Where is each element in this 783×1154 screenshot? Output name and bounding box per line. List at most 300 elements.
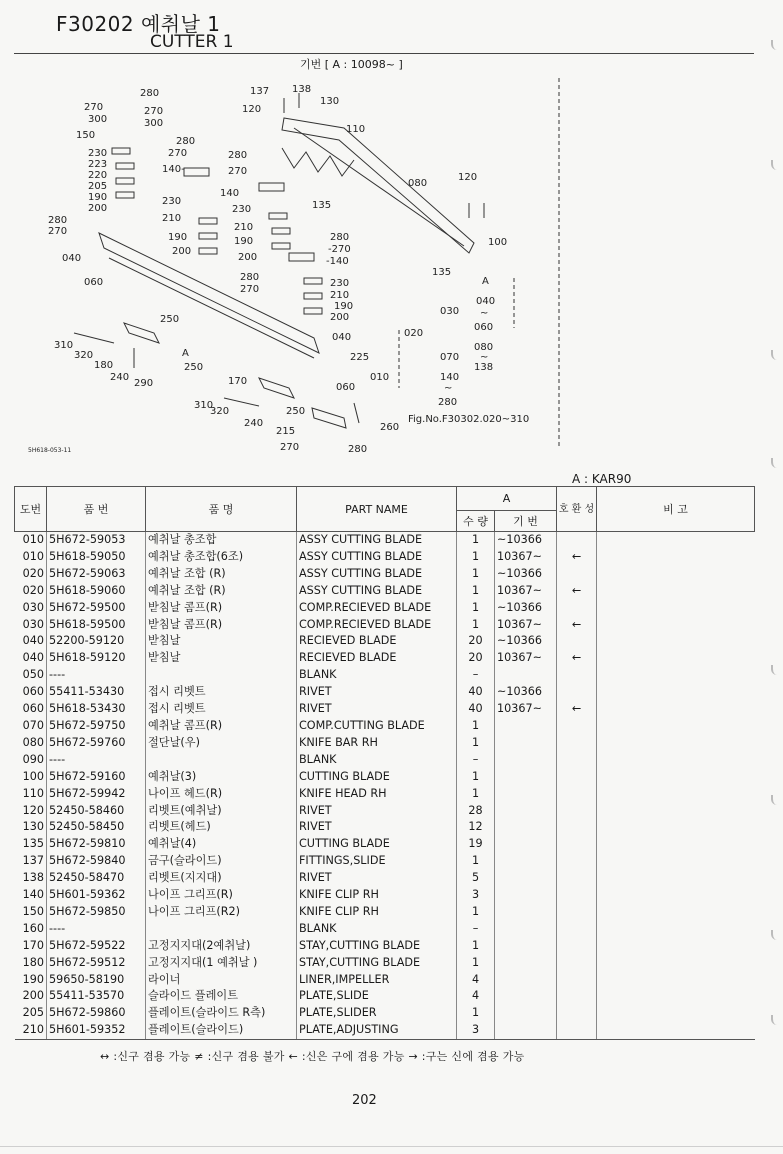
cell-compat	[557, 566, 597, 583]
cell-part: 52450-58460	[47, 803, 146, 820]
cell-serial	[495, 819, 557, 836]
cell-kr: 접시 리벳트	[146, 684, 297, 701]
cell-serial	[495, 887, 557, 904]
cell-qty: 1	[457, 600, 495, 617]
cell-part: 5H672-59512	[47, 955, 146, 972]
cell-remark	[597, 667, 755, 684]
cell-qty: 1	[457, 938, 495, 955]
cell-qty: 1	[457, 532, 495, 549]
table-row	[15, 904, 755, 921]
cell-part: 5H672-59942	[47, 786, 146, 803]
cell-part: 5H618-59120	[47, 650, 146, 667]
cell-serial	[495, 988, 557, 1005]
svg-text:040: 040	[476, 296, 496, 307]
cell-compat: ←	[557, 549, 597, 566]
cell-no: 020	[22, 583, 44, 597]
cell-no: 040	[22, 651, 44, 665]
svg-text:A: A	[482, 276, 489, 287]
table-row	[15, 972, 755, 989]
cell-kr: 접시 리벳트	[146, 701, 297, 718]
cell-qty: 1	[457, 955, 495, 972]
cell-serial: 10367~	[495, 701, 557, 718]
cell-compat	[557, 769, 597, 786]
cell-en: FITTINGS,SLIDE	[297, 853, 457, 870]
svg-text:135: 135	[432, 267, 452, 278]
cell-kr	[146, 667, 297, 684]
svg-text:170: 170	[228, 376, 248, 387]
title-english: CUTTER 1	[150, 32, 234, 52]
cell-part: 5H672-59840	[47, 853, 146, 870]
cell-serial: ~10366	[495, 532, 557, 549]
cell-no: 170	[22, 938, 44, 952]
cell-serial: ~10366	[495, 566, 557, 583]
cell-kr: 라이너	[146, 972, 297, 989]
col-serial: 기 번	[495, 511, 557, 532]
page-number: 202	[352, 1093, 377, 1108]
cell-no: 060	[22, 685, 44, 699]
binder-mark	[771, 665, 781, 675]
cell-compat	[557, 803, 597, 820]
cell-serial	[495, 904, 557, 921]
cell-en: RIVET	[297, 870, 457, 887]
cell-remark	[597, 684, 755, 701]
svg-text:200: 200	[88, 203, 108, 214]
svg-text:210: 210	[234, 222, 254, 233]
cell-compat: ←	[557, 650, 597, 667]
cell-remark	[597, 836, 755, 853]
svg-text:290: 290	[134, 378, 154, 389]
cell-en: KNIFE BAR RH	[297, 735, 457, 752]
svg-text:320: 320	[74, 350, 94, 361]
cell-kr: 받침날	[146, 650, 297, 667]
svg-text:300: 300	[88, 114, 108, 125]
cell-serial: ~10366	[495, 684, 557, 701]
cell-en: STAY,CUTTING BLADE	[297, 955, 457, 972]
cell-kr: 예취날(3)	[146, 769, 297, 786]
cell-serial	[495, 938, 557, 955]
cell-kr: 받침날 콤프(R)	[146, 600, 297, 617]
cell-en: RIVET	[297, 803, 457, 820]
binder-mark	[771, 458, 781, 468]
svg-text:120: 120	[242, 104, 262, 115]
cell-no: 050	[22, 668, 44, 682]
cell-remark	[597, 904, 755, 921]
cell-no: 040	[22, 634, 44, 648]
svg-text:250: 250	[184, 362, 204, 373]
cell-kr: 플레이트(슬라이드)	[146, 1022, 297, 1039]
cell-kr: 절단날(우)	[146, 735, 297, 752]
model-note: A : KAR90	[572, 472, 632, 486]
cell-kr: 나이프 헤드(R)	[146, 786, 297, 803]
svg-text:150: 150	[76, 130, 96, 141]
cell-qty: 1	[457, 718, 495, 735]
cell-no: 150	[22, 904, 44, 918]
cell-compat	[557, 532, 597, 549]
cell-qty: 3	[457, 887, 495, 904]
cell-qty: 19	[457, 836, 495, 853]
cell-serial: 10367~	[495, 583, 557, 600]
svg-text:138: 138	[474, 362, 494, 373]
table-row	[15, 1005, 755, 1022]
cell-en: PLATE,ADJUSTING	[297, 1022, 457, 1039]
cell-qty: –	[457, 921, 495, 938]
cell-no: 030	[22, 617, 44, 631]
cell-compat	[557, 955, 597, 972]
svg-text:270: 270	[280, 442, 300, 453]
cell-qty: 20	[457, 633, 495, 650]
compatibility-legend: ↔ :신구 겸용 가능 ≠ :신구 겸용 불가 ← :신은 구에 겸용 가능 → :구는 신에 겸용 가능	[100, 1050, 525, 1063]
cell-no: 210	[15, 1022, 47, 1039]
cell-qty: 1	[457, 1005, 495, 1022]
cell-remark	[597, 769, 755, 786]
cell-no: 070	[22, 718, 44, 732]
parts-table	[14, 486, 755, 1040]
cell-qty: 1	[457, 853, 495, 870]
svg-text:080: 080	[408, 178, 428, 189]
cell-no: 138	[22, 871, 44, 885]
table-row	[15, 667, 755, 684]
cell-remark	[597, 718, 755, 735]
cell-en: ASSY CUTTING BLADE	[297, 532, 457, 549]
svg-text:190: 190	[168, 232, 188, 243]
cell-kr: 플레이트(슬라이드 R측)	[146, 1005, 297, 1022]
cell-part: 5H672-59063	[47, 566, 146, 583]
cell-en: COMP.RECIEVED BLADE	[297, 600, 457, 617]
cell-remark	[597, 549, 755, 566]
cell-compat	[557, 600, 597, 617]
table-row	[15, 938, 755, 955]
cell-part: ----	[47, 752, 146, 769]
cell-no: 180	[22, 955, 44, 969]
cell-part: 55411-53570	[47, 988, 146, 1005]
cell-compat	[557, 853, 597, 870]
cell-compat	[557, 1022, 597, 1039]
svg-text:205: 205	[88, 181, 108, 192]
cell-serial	[495, 803, 557, 820]
cell-kr: 금구(슬라이드)	[146, 853, 297, 870]
svg-text:-270: -270	[328, 244, 351, 255]
cell-remark	[597, 870, 755, 887]
svg-text:060: 060	[474, 322, 494, 333]
cell-qty: 1	[457, 566, 495, 583]
cell-remark	[597, 972, 755, 989]
table-row	[15, 870, 755, 887]
cell-compat	[557, 718, 597, 735]
cell-kr	[146, 921, 297, 938]
svg-text:225: 225	[350, 352, 370, 363]
svg-text:240: 240	[244, 418, 264, 429]
cell-remark	[597, 786, 755, 803]
cell-part: 5H601-59352	[47, 1022, 146, 1039]
cell-compat	[557, 819, 597, 836]
svg-text:210: 210	[330, 290, 350, 301]
cell-compat	[557, 988, 597, 1005]
svg-text:040: 040	[62, 253, 82, 264]
svg-text:200: 200	[172, 246, 192, 257]
cell-serial	[495, 1005, 557, 1022]
cell-part: 5H618-53430	[47, 701, 146, 718]
table-row	[15, 718, 755, 735]
svg-text:270: 270	[48, 226, 68, 237]
table-row	[15, 701, 755, 718]
svg-text:280: 280	[240, 272, 260, 283]
cell-qty: 3	[457, 1022, 495, 1039]
cell-en: RIVET	[297, 819, 457, 836]
svg-text:280: 280	[348, 444, 368, 455]
table-row	[15, 819, 755, 836]
svg-text:135: 135	[312, 200, 332, 211]
cell-kr: 예취날 총조합	[146, 532, 297, 549]
cell-remark	[597, 955, 755, 972]
cell-en: RIVET	[297, 684, 457, 701]
cell-remark	[597, 853, 755, 870]
cell-en: ASSY CUTTING BLADE	[297, 583, 457, 600]
svg-text:280: 280	[438, 397, 458, 408]
cell-serial	[495, 955, 557, 972]
table-row	[15, 735, 755, 752]
cell-no: 030	[22, 600, 44, 614]
svg-text:070: 070	[440, 352, 460, 363]
cell-compat	[557, 938, 597, 955]
cell-part: 5H672-59860	[47, 1005, 146, 1022]
cell-compat: ←	[557, 617, 597, 634]
cell-serial	[495, 667, 557, 684]
cell-serial	[495, 1022, 557, 1039]
svg-text:270: 270	[84, 102, 104, 113]
cell-kr: 고정지지대(2예취날)	[146, 938, 297, 955]
cell-no: 010	[22, 549, 44, 563]
cell-remark	[597, 803, 755, 820]
cell-serial: 10367~	[495, 549, 557, 566]
cell-compat	[557, 684, 597, 701]
cell-qty: 1	[457, 769, 495, 786]
cell-remark	[597, 735, 755, 752]
binder-mark	[771, 795, 781, 805]
cell-qty: 40	[457, 684, 495, 701]
cell-part: 5H618-59500	[47, 617, 146, 634]
cell-qty: 4	[457, 972, 495, 989]
cell-qty: 1	[457, 786, 495, 803]
cell-kr: 리벳트(헤드)	[146, 819, 297, 836]
binder-mark	[771, 160, 781, 170]
svg-text:300: 300	[144, 118, 164, 129]
cell-serial	[495, 786, 557, 803]
cell-part: 5H672-59522	[47, 938, 146, 955]
cell-kr: 받침날	[146, 633, 297, 650]
cell-compat	[557, 667, 597, 684]
cell-serial	[495, 735, 557, 752]
binder-mark	[771, 930, 781, 940]
table-row	[15, 566, 755, 583]
cell-part: 52200-59120	[47, 633, 146, 650]
cell-part: 5H618-59050	[47, 549, 146, 566]
cell-en: ASSY CUTTING BLADE	[297, 549, 457, 566]
svg-text:030: 030	[440, 306, 460, 317]
cell-part: 5H672-59810	[47, 836, 146, 853]
cell-compat	[557, 786, 597, 803]
cell-qty: 20	[457, 650, 495, 667]
cell-kr: 예취날 콤프(R)	[146, 718, 297, 735]
svg-text:210: 210	[162, 213, 182, 224]
table-row	[15, 887, 755, 904]
cell-serial	[495, 769, 557, 786]
col-no: 도번	[15, 487, 47, 532]
cell-part: ----	[47, 921, 146, 938]
cell-en: KNIFE HEAD RH	[297, 786, 457, 803]
table-row	[15, 803, 755, 820]
cell-serial	[495, 972, 557, 989]
table-row	[15, 617, 755, 634]
cell-remark	[597, 988, 755, 1005]
cell-compat	[557, 887, 597, 904]
col-name-kr: 품 명	[146, 487, 297, 532]
top-rule	[14, 53, 754, 54]
cell-qty: 1	[457, 583, 495, 600]
cell-qty: 1	[457, 549, 495, 566]
svg-text:120: 120	[458, 172, 478, 183]
svg-text:138: 138	[292, 84, 312, 95]
cell-part: 59650-58190	[47, 972, 146, 989]
svg-text:140: 140	[440, 372, 460, 383]
cell-en: COMP.RECIEVED BLADE	[297, 617, 457, 634]
cell-remark	[597, 752, 755, 769]
cell-part: 52450-58470	[47, 870, 146, 887]
svg-text:320: 320	[210, 406, 230, 417]
cell-en: CUTTING BLADE	[297, 836, 457, 853]
cell-serial	[495, 853, 557, 870]
table-row	[15, 769, 755, 786]
svg-text:180: 180	[94, 360, 114, 371]
col-name-en: PART NAME	[297, 487, 457, 532]
cell-remark	[597, 650, 755, 667]
cell-remark	[597, 819, 755, 836]
cell-no: 100	[22, 769, 44, 783]
cell-part: 5H672-59760	[47, 735, 146, 752]
cell-compat: ←	[557, 583, 597, 600]
table-row	[15, 549, 755, 566]
svg-text:~: ~	[480, 352, 489, 363]
svg-text:230: 230	[162, 196, 182, 207]
cell-part: 5H672-59160	[47, 769, 146, 786]
exploded-diagram	[14, 68, 758, 468]
cell-part: 52450-58450	[47, 819, 146, 836]
cell-qty: 1	[457, 617, 495, 634]
cell-en: RECIEVED BLADE	[297, 650, 457, 667]
table-row	[15, 650, 755, 667]
cell-no: 090	[22, 752, 44, 766]
cell-compat	[557, 972, 597, 989]
cell-qty: 1	[457, 735, 495, 752]
svg-text:230: 230	[232, 204, 252, 215]
cell-compat	[557, 921, 597, 938]
svg-text:220: 220	[88, 170, 108, 181]
cell-compat	[557, 633, 597, 650]
svg-text:060: 060	[336, 382, 356, 393]
cell-no: 135	[22, 837, 44, 851]
cell-remark	[597, 583, 755, 600]
col-remark: 비 고	[597, 487, 755, 532]
svg-text:280: 280	[228, 150, 248, 161]
svg-text:~: ~	[480, 308, 489, 319]
cell-no: 060	[22, 702, 44, 716]
svg-text:130: 130	[320, 96, 340, 107]
svg-text:-140: -140	[326, 256, 349, 267]
cell-remark	[597, 887, 755, 904]
scan-edge	[0, 1146, 783, 1147]
binder-mark	[771, 1015, 781, 1025]
cell-compat	[557, 904, 597, 921]
cell-kr: 나이프 그리프(R)	[146, 887, 297, 904]
table-row	[15, 752, 755, 769]
svg-text:310: 310	[194, 400, 214, 411]
svg-text:010: 010	[370, 372, 390, 383]
svg-text:280: 280	[330, 232, 350, 243]
svg-text:250: 250	[160, 314, 180, 325]
cell-en: PLATE,SLIDE	[297, 988, 457, 1005]
svg-text:140: 140	[220, 188, 240, 199]
svg-text:110: 110	[346, 124, 366, 135]
cell-part: 5H672-59850	[47, 904, 146, 921]
svg-text:310: 310	[54, 340, 74, 351]
table-row	[15, 532, 755, 549]
table-row	[15, 853, 755, 870]
cell-kr: 리벳트(예취날)	[146, 803, 297, 820]
cell-en: RIVET	[297, 701, 457, 718]
cell-qty: –	[457, 752, 495, 769]
cell-no: 120	[22, 803, 44, 817]
svg-text:270: 270	[240, 284, 260, 295]
table-row	[15, 921, 755, 938]
cell-kr: 고정지지대(1 예취날 )	[146, 955, 297, 972]
cell-no: 080	[22, 735, 44, 749]
cell-remark	[597, 1022, 755, 1039]
svg-text:190: 190	[334, 301, 354, 312]
svg-text:270: 270	[144, 106, 164, 117]
cell-remark	[597, 701, 755, 718]
cell-kr: 예취날 조합 (R)	[146, 583, 297, 600]
svg-text:280: 280	[140, 88, 160, 99]
cell-no: 010	[22, 533, 44, 546]
cell-kr: 받침날 콤프(R)	[146, 617, 297, 634]
svg-text:040: 040	[332, 332, 352, 343]
cell-kr: 리벳트(지지대)	[146, 870, 297, 887]
cell-compat	[557, 1005, 597, 1022]
cell-en: PLATE,SLIDER	[297, 1005, 457, 1022]
svg-text:~: ~	[444, 383, 453, 394]
cell-compat	[557, 870, 597, 887]
svg-text:080: 080	[474, 342, 494, 353]
svg-text:223: 223	[88, 159, 108, 170]
svg-text:260: 260	[380, 422, 400, 433]
table-row	[15, 600, 755, 617]
cell-kr: 예취날(4)	[146, 836, 297, 853]
cell-remark	[597, 633, 755, 650]
cell-en: BLANK	[297, 752, 457, 769]
cell-en: BLANK	[297, 667, 457, 684]
svg-text:200: 200	[238, 252, 258, 263]
cell-no: 205	[22, 1006, 44, 1020]
cell-no: 160	[22, 921, 44, 935]
svg-text:A: A	[182, 348, 189, 359]
cell-compat: ←	[557, 701, 597, 718]
svg-text:200: 200	[330, 312, 350, 323]
svg-text:137: 137	[250, 86, 270, 97]
cell-en: KNIFE CLIP RH	[297, 904, 457, 921]
cell-serial	[495, 752, 557, 769]
cell-part: 5H672-59750	[47, 718, 146, 735]
cell-en: COMP.CUTTING BLADE	[297, 718, 457, 735]
cell-no: 200	[22, 989, 44, 1003]
